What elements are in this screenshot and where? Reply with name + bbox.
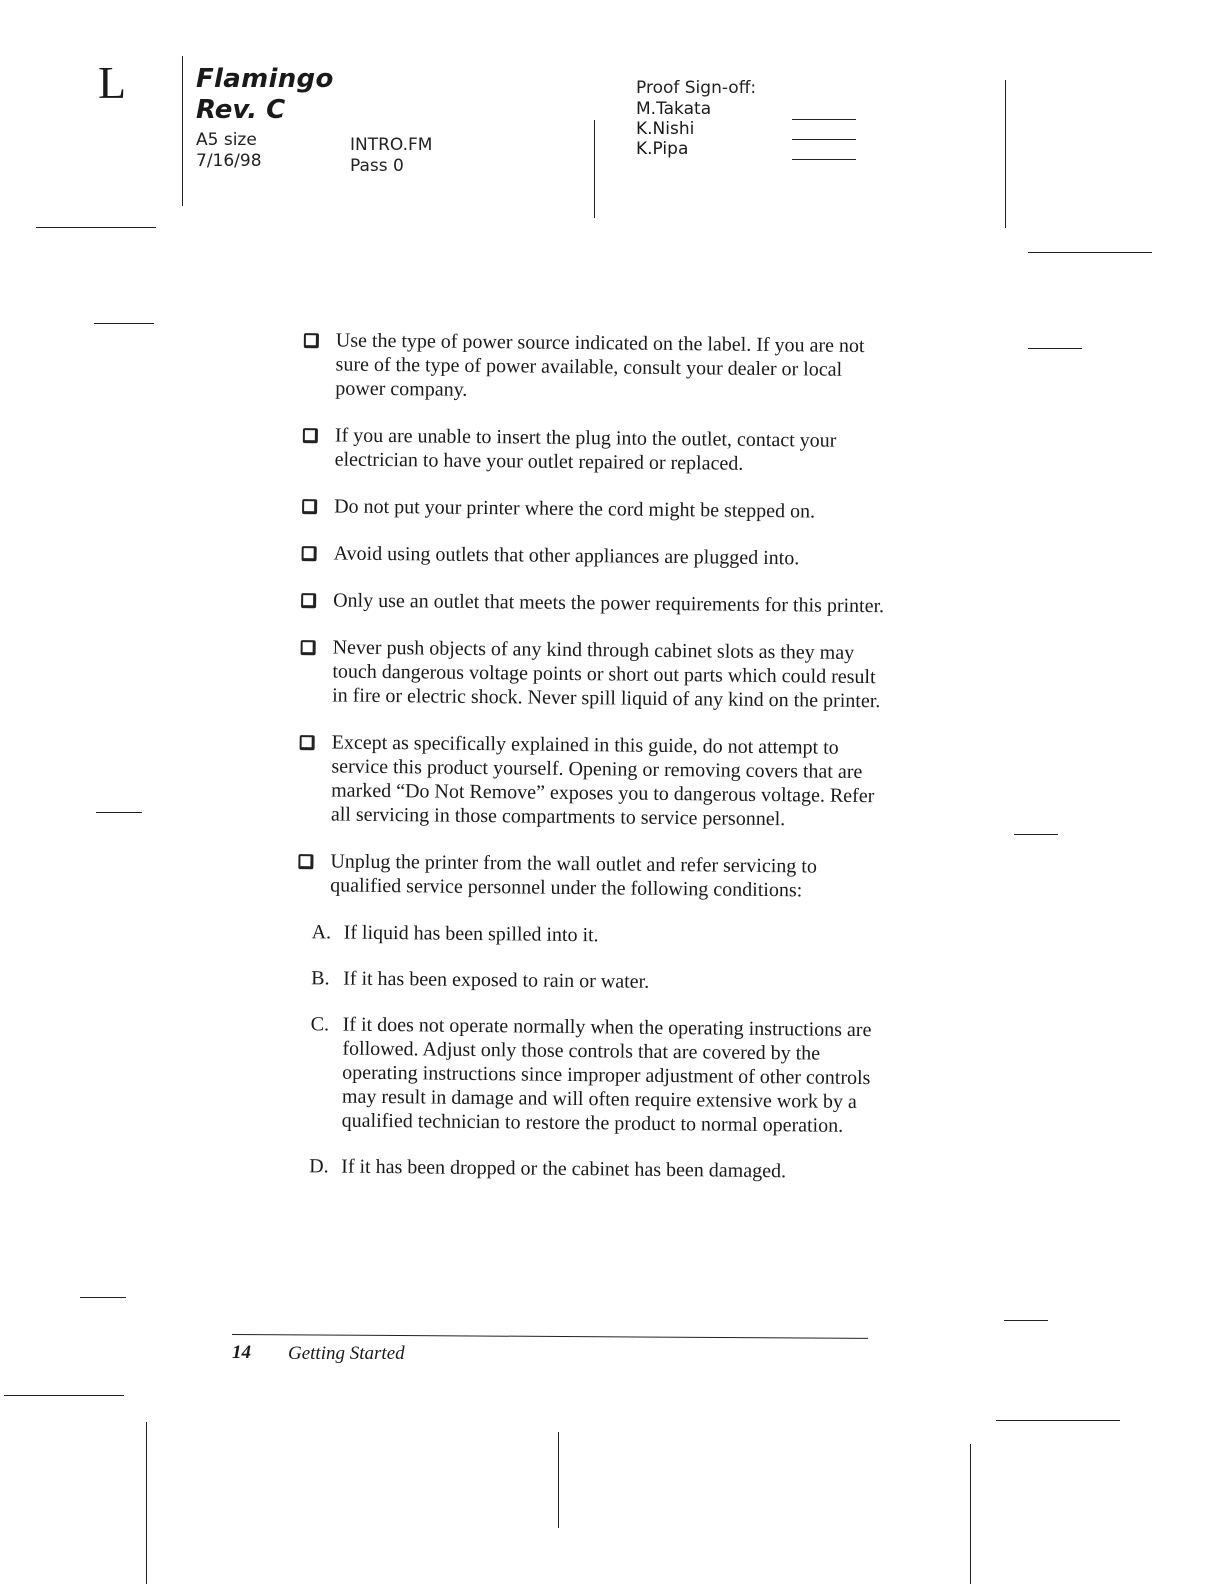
crop-mark (594, 120, 595, 218)
paper-size: A5 size (196, 130, 257, 150)
list-item: If you are unable to insert the plug into the outlet, contact your electrician to have your outlet repaired or replaced. (289, 423, 889, 477)
checkbox-bullet-icon (302, 499, 317, 514)
checkbox-bullet-icon (301, 640, 316, 655)
crop-mark (558, 1432, 559, 1528)
crop-mark (80, 1297, 126, 1298)
checkbox-bullet-icon (298, 854, 313, 869)
signer-list (636, 99, 711, 159)
checkbox-bullet-icon (304, 333, 319, 348)
condition-text: If it does not operate normally when the operating instructions are followed. Adjust only those controls that are covered by the operating instructions since improper adjustment of other controls may result in damage and will often require extensive work by a qualified technician to restore the product to normal operation. (341, 1013, 872, 1137)
pass: Pass 0 (350, 156, 404, 176)
date: 7/16/98 (196, 151, 262, 171)
condition-item (312, 920, 884, 950)
condition-text: If it has been exposed to rain or water. (343, 967, 650, 993)
crop-mark (970, 1444, 971, 1584)
signer-name: K.Nishi (636, 119, 695, 139)
file-name: INTRO.FM (350, 135, 433, 155)
list-item: Use the type of power source indicated on the label. If you are not sure of the type of power available, consult your dealer or local power company. (289, 328, 890, 406)
project-name: Flamingo (196, 64, 334, 94)
condition-item (309, 1154, 881, 1184)
condition-text: If liquid has been spilled into it. (343, 921, 599, 947)
crop-mark (94, 323, 154, 324)
crop-mark (146, 1422, 147, 1584)
condition-letter: C. (310, 1013, 330, 1036)
condition-item (310, 1012, 883, 1138)
revision: Rev. C (196, 95, 286, 125)
crop-mark (1014, 834, 1058, 835)
condition-text: If it has been dropped or the cabinet has been damaged. (341, 1155, 787, 1183)
list-item: Except as specifically explained in this guide, do not attempt to service this product yourself. Opening or removing covers that are marked “Do Not Remove” exposes you to dangerous voltage. Refer all servicing in those compartments to service personnel. (285, 730, 886, 832)
conditions-list (309, 920, 884, 1184)
checkbox-bullet-icon (303, 428, 318, 443)
footer-rule (232, 1334, 868, 1339)
section-title: Getting Started (288, 1343, 405, 1364)
checkbox-bullet-icon (301, 593, 316, 608)
condition-item (311, 966, 883, 996)
condition-letter: A. (311, 921, 332, 944)
corner-mark: L (98, 57, 127, 108)
crop-mark (1005, 80, 1006, 228)
list-item: Only use an outlet that meets the power requirements for this printer. (287, 588, 887, 618)
crop-mark (96, 812, 142, 813)
condition-letter: B. (311, 967, 330, 990)
signoff-title: Proof Sign-off: (636, 78, 757, 98)
signer-name: M.Takata (636, 99, 712, 119)
signature-line (792, 119, 856, 120)
crop-mark (36, 227, 156, 228)
list-item: Do not put your printer where the cord might be stepped on. (288, 494, 888, 524)
page-number: 14 (232, 1342, 251, 1363)
checkbox-bullet-icon (300, 735, 315, 750)
checkbox-bullet-icon (302, 546, 317, 561)
crop-mark (4, 1395, 124, 1396)
crop-mark (996, 1420, 1120, 1421)
signature-line (792, 159, 856, 160)
list-item: Avoid using outlets that other appliances are plugged into. (288, 541, 888, 571)
list-item: Never push objects of any kind through cabinet slots as they may touch dangerous voltage points or short out parts which could result in fire or electric shock. Never spill liquid of any kind on the printer. (286, 635, 887, 713)
crop-mark (1004, 1320, 1048, 1321)
crop-mark (1028, 252, 1152, 253)
condition-letter: D. (309, 1155, 329, 1178)
list-item: Unplug the printer from the wall outlet and refer servicing to qualified service personnel under the following conditions: (284, 849, 884, 903)
crop-mark (182, 56, 183, 206)
crop-mark (1028, 348, 1082, 349)
safety-instructions (281, 328, 890, 1206)
signer-name: K.Pipa (636, 139, 689, 159)
signature-line (792, 139, 856, 140)
